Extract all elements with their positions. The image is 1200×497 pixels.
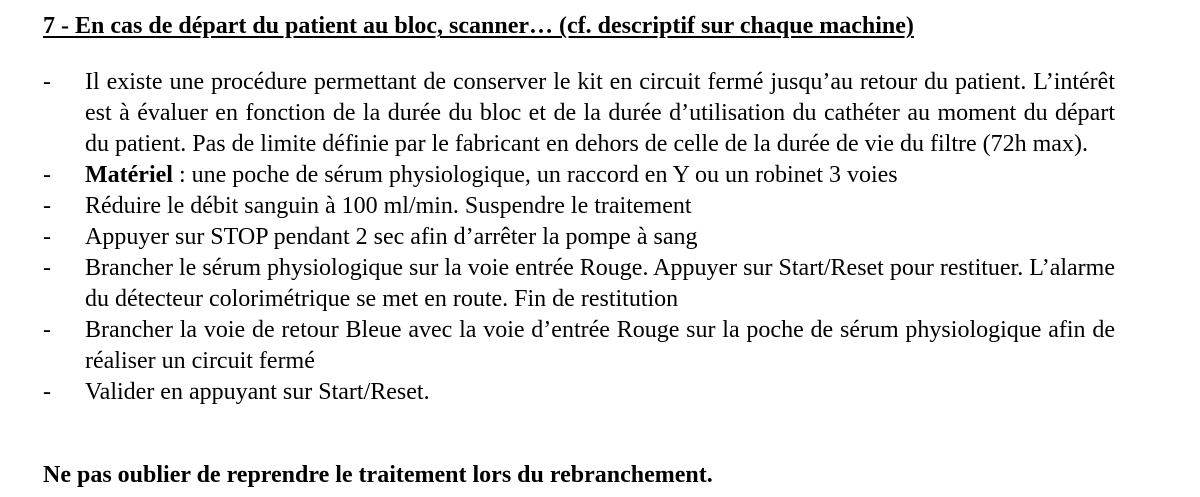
bullet-dash: - [43, 69, 51, 95]
bullet-dash: - [43, 317, 51, 343]
list-item-text: Il existe une procédure permettant de conserver le kit en circuit fermé jusqu’au retour du patient. L’intérêt est à évaluer en fonction de la durée du bloc et de la durée d’utilisation du cathéter au moment du départ du patient. Pas de limite définie par le fabricant en dehors de celle de la durée de vie du filtre (72h max). [85, 69, 1115, 157]
reminder-note: Ne pas oublier de reprendre le traitement lors du rebranchement. [43, 462, 713, 488]
list-item-text: Valider en appuyant sur Start/Reset. [85, 379, 430, 405]
bullet-dash: - [43, 162, 51, 188]
list-item [43, 315, 1115, 377]
list-item-text: Appuyer sur STOP pendant 2 sec afin d’arrêter la pompe à sang [85, 224, 698, 250]
list-item [43, 222, 1115, 253]
list-item-text: Brancher la voie de retour Bleue avec la voie d’entrée Rouge sur la poche de sérum physiologique afin de réaliser un circuit fermé [85, 317, 1115, 374]
list-item-text: : une poche de sérum physiologique, un raccord en Y ou un robinet 3 voies [172, 162, 898, 188]
list-item-bold-label: Matériel [85, 162, 173, 188]
list-item-text: Brancher le sérum physiologique sur la voie entrée Rouge. Appuyer sur Start/Reset pour restituer. L’alarme du détecteur colorimétrique se met en route. Fin de restitution [85, 255, 1115, 312]
bullet-dash: - [43, 224, 51, 250]
list-item [43, 67, 1115, 160]
bullet-dash: - [43, 255, 51, 281]
procedure-list [43, 67, 1115, 408]
list-item-text: Réduire le débit sanguin à 100 ml/min. Suspendre le traitement [85, 193, 692, 219]
list-item [43, 253, 1115, 315]
list-item [43, 377, 1115, 408]
bullet-dash: - [43, 193, 51, 219]
section-heading: 7 - En cas de départ du patient au bloc, scanner… (cf. descriptif sur chaque machine) [43, 13, 914, 39]
list-item [43, 160, 1115, 191]
bullet-dash: - [43, 379, 51, 405]
list-item [43, 191, 1115, 222]
